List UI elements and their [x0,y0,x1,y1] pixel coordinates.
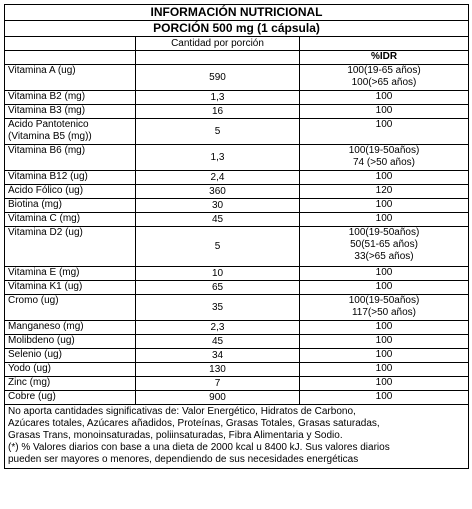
header-empty-cell [5,37,136,51]
nutrient-name [5,349,136,363]
idr-line: 100 [375,171,393,182]
idr-line: 117(>50 años) [351,307,417,318]
nutrient-name-line: Cromo (ug) [8,295,59,306]
nutrient-quantity: 65 [136,281,300,295]
idr-line: 100 [375,213,393,224]
nutrient-quantity: 7 [136,377,300,391]
idr-line: 120 [375,185,393,196]
nutrient-idr [300,105,469,119]
nutrient-quantity: 35 [136,295,300,321]
nutrient-idr [300,321,469,335]
nutrient-idr [300,171,469,185]
nutrient-name [5,105,136,119]
nutrient-row [5,281,469,295]
nutrient-name-line: Ácido Fólico (ug) [8,185,84,196]
nutrient-idr [300,295,469,321]
idr-line: 100 [375,199,393,210]
nutrition-facts-panel [4,4,468,469]
nutrient-row [5,185,469,199]
nutrient-idr [300,65,469,91]
nutrient-row [5,363,469,377]
nutrient-name [5,91,136,105]
idr-line: 100 [375,119,393,130]
footnote-line: (*) % Valores diarios con base a una dieta de 2000 kcal u 8400 kJ. Sus valores diarios [8,442,390,453]
nutrient-quantity: 45 [136,335,300,349]
nutrient-name-line: Vitamina B12 (ug) [8,171,88,182]
nutrient-name-line: Selenio (ug) [8,349,62,360]
nutrient-name [5,119,136,145]
table-title: INFORMACIÓN NUTRICIONAL [5,5,469,21]
idr-line: 100(19-65 años) [347,65,421,76]
nutrient-row [5,377,469,391]
nutrition-table [4,4,469,469]
nutrient-quantity: 34 [136,349,300,363]
per-portion-header: Cantidad por porción [136,37,300,51]
nutrient-quantity: 30 [136,199,300,213]
idr-line: 100 [375,281,393,292]
nutrient-name-line: Acido Pantotenico [8,119,89,130]
nutrient-name-line: Vitamina B3 (mg) [8,105,86,116]
idr-line: 33(>65 años) [354,251,414,262]
nutrient-row [5,335,469,349]
nutrient-quantity: 10 [136,267,300,281]
footnote-line: Azúcares totales, Azúcares añadidos, Proteínas, Grasas Totales, Grasas saturadas, [8,418,380,429]
footnote-row [5,405,469,469]
nutrient-name-line: Biotina (mg) [8,199,62,210]
header-empty-cell [300,37,469,51]
nutrient-name [5,295,136,321]
nutrient-quantity: 5 [136,119,300,145]
nutrient-name [5,213,136,227]
nutrient-quantity: 2,3 [136,321,300,335]
nutrient-quantity: 590 [136,65,300,91]
nutrient-name [5,199,136,213]
idr-line: 100 [375,91,393,102]
idr-line: 100 [375,377,393,388]
idr-line: 100 [375,267,393,278]
nutrient-quantity: 1,3 [136,91,300,105]
idr-line: 100(19-50años) [348,227,420,238]
nutrient-idr [300,281,469,295]
nutrient-name-line: Vitamina E (mg) [8,267,80,278]
nutrient-quantity: 5 [136,227,300,267]
nutrient-row [5,105,469,119]
nutrient-idr [300,377,469,391]
idr-header: %IDR [300,51,469,65]
nutrient-name-line: Cobre (ug) [8,391,56,402]
nutrient-name-line: (Vitamina B5 (mg)) [8,131,92,142]
nutrient-idr [300,349,469,363]
nutrient-row [5,91,469,105]
nutrient-row [5,295,469,321]
nutrient-name [5,227,136,267]
nutrient-name-line: Vitamina C (mg) [8,213,81,224]
nutrient-idr [300,145,469,171]
nutrient-row [5,391,469,405]
idr-line: 100 [375,349,393,360]
nutrient-name-line: Zinc (mg) [8,377,51,388]
nutrient-row [5,227,469,267]
nutrient-row [5,349,469,363]
nutrient-name-line: Manganeso (mg) [8,321,84,332]
idr-line: 100 [375,105,393,116]
nutrient-name [5,363,136,377]
idr-line: 100 [375,391,393,402]
nutrient-row [5,213,469,227]
nutrient-name-line: Vitamina K1 (ug) [8,281,83,292]
nutrient-quantity: 16 [136,105,300,119]
nutrient-quantity: 900 [136,391,300,405]
nutrient-quantity: 1,3 [136,145,300,171]
nutrient-name-line: Molibdeno (ug) [8,335,75,346]
nutrient-idr [300,267,469,281]
nutrient-name-line: Yodo (ug) [8,363,51,374]
idr-line: 100 [375,335,393,346]
nutrient-idr [300,227,469,267]
idr-line: 74 (>50 años) [353,157,415,168]
nutrient-name-line: Vitamina D2 (ug) [8,227,83,238]
nutrient-row [5,65,469,91]
nutrient-idr [300,335,469,349]
nutrient-row [5,119,469,145]
nutrient-quantity: 45 [136,213,300,227]
nutrient-name [5,145,136,171]
nutrient-name [5,377,136,391]
nutrient-row [5,321,469,335]
nutrient-quantity: 2,4 [136,171,300,185]
nutrient-row [5,267,469,281]
footnote [5,405,469,469]
nutrient-name [5,391,136,405]
portion-size: PORCIÓN 500 mg (1 cápsula) [5,21,469,37]
idr-line: 100(>65 años) [351,77,417,88]
nutrient-idr [300,185,469,199]
idr-line: 50(51-65 años) [350,239,418,250]
nutrient-name-line: Vitamina B2 (mg) [8,91,86,102]
nutrient-name [5,321,136,335]
nutrient-idr [300,363,469,377]
nutrient-idr [300,91,469,105]
idr-line: 100 [375,321,393,332]
idr-line: 100(19-50años) [348,295,420,306]
nutrient-name [5,65,136,91]
nutrient-quantity: 130 [136,363,300,377]
nutrient-name [5,267,136,281]
header-empty-cell [136,51,300,65]
nutrient-row [5,199,469,213]
nutrient-idr [300,391,469,405]
idr-line: 100 [375,363,393,374]
footnote-line: No aporta cantidades significativas de: Valor Energético, Hidratos de Carbono, [8,406,356,417]
nutrient-row [5,145,469,171]
header-empty-cell [5,51,136,65]
nutrient-name [5,335,136,349]
nutrient-name-line: Vitamina A (ug) [8,65,76,76]
nutrient-idr [300,213,469,227]
nutrient-row [5,171,469,185]
footnote-line: pueden ser mayores o menores, dependiendo de sus necesidades energéticas [8,454,359,465]
nutrient-name [5,171,136,185]
nutrient-name-line: Vitamina B6 (mg) [8,145,86,156]
footnote-line: Grasas Trans, monoinsaturadas, poliinsaturadas, Fibra Alimentaria y Sodio. [8,430,343,441]
nutrient-quantity: 360 [136,185,300,199]
idr-line: 100(19-50años) [348,145,420,156]
nutrient-idr [300,119,469,145]
nutrient-idr [300,199,469,213]
nutrient-name [5,281,136,295]
nutrient-name [5,185,136,199]
